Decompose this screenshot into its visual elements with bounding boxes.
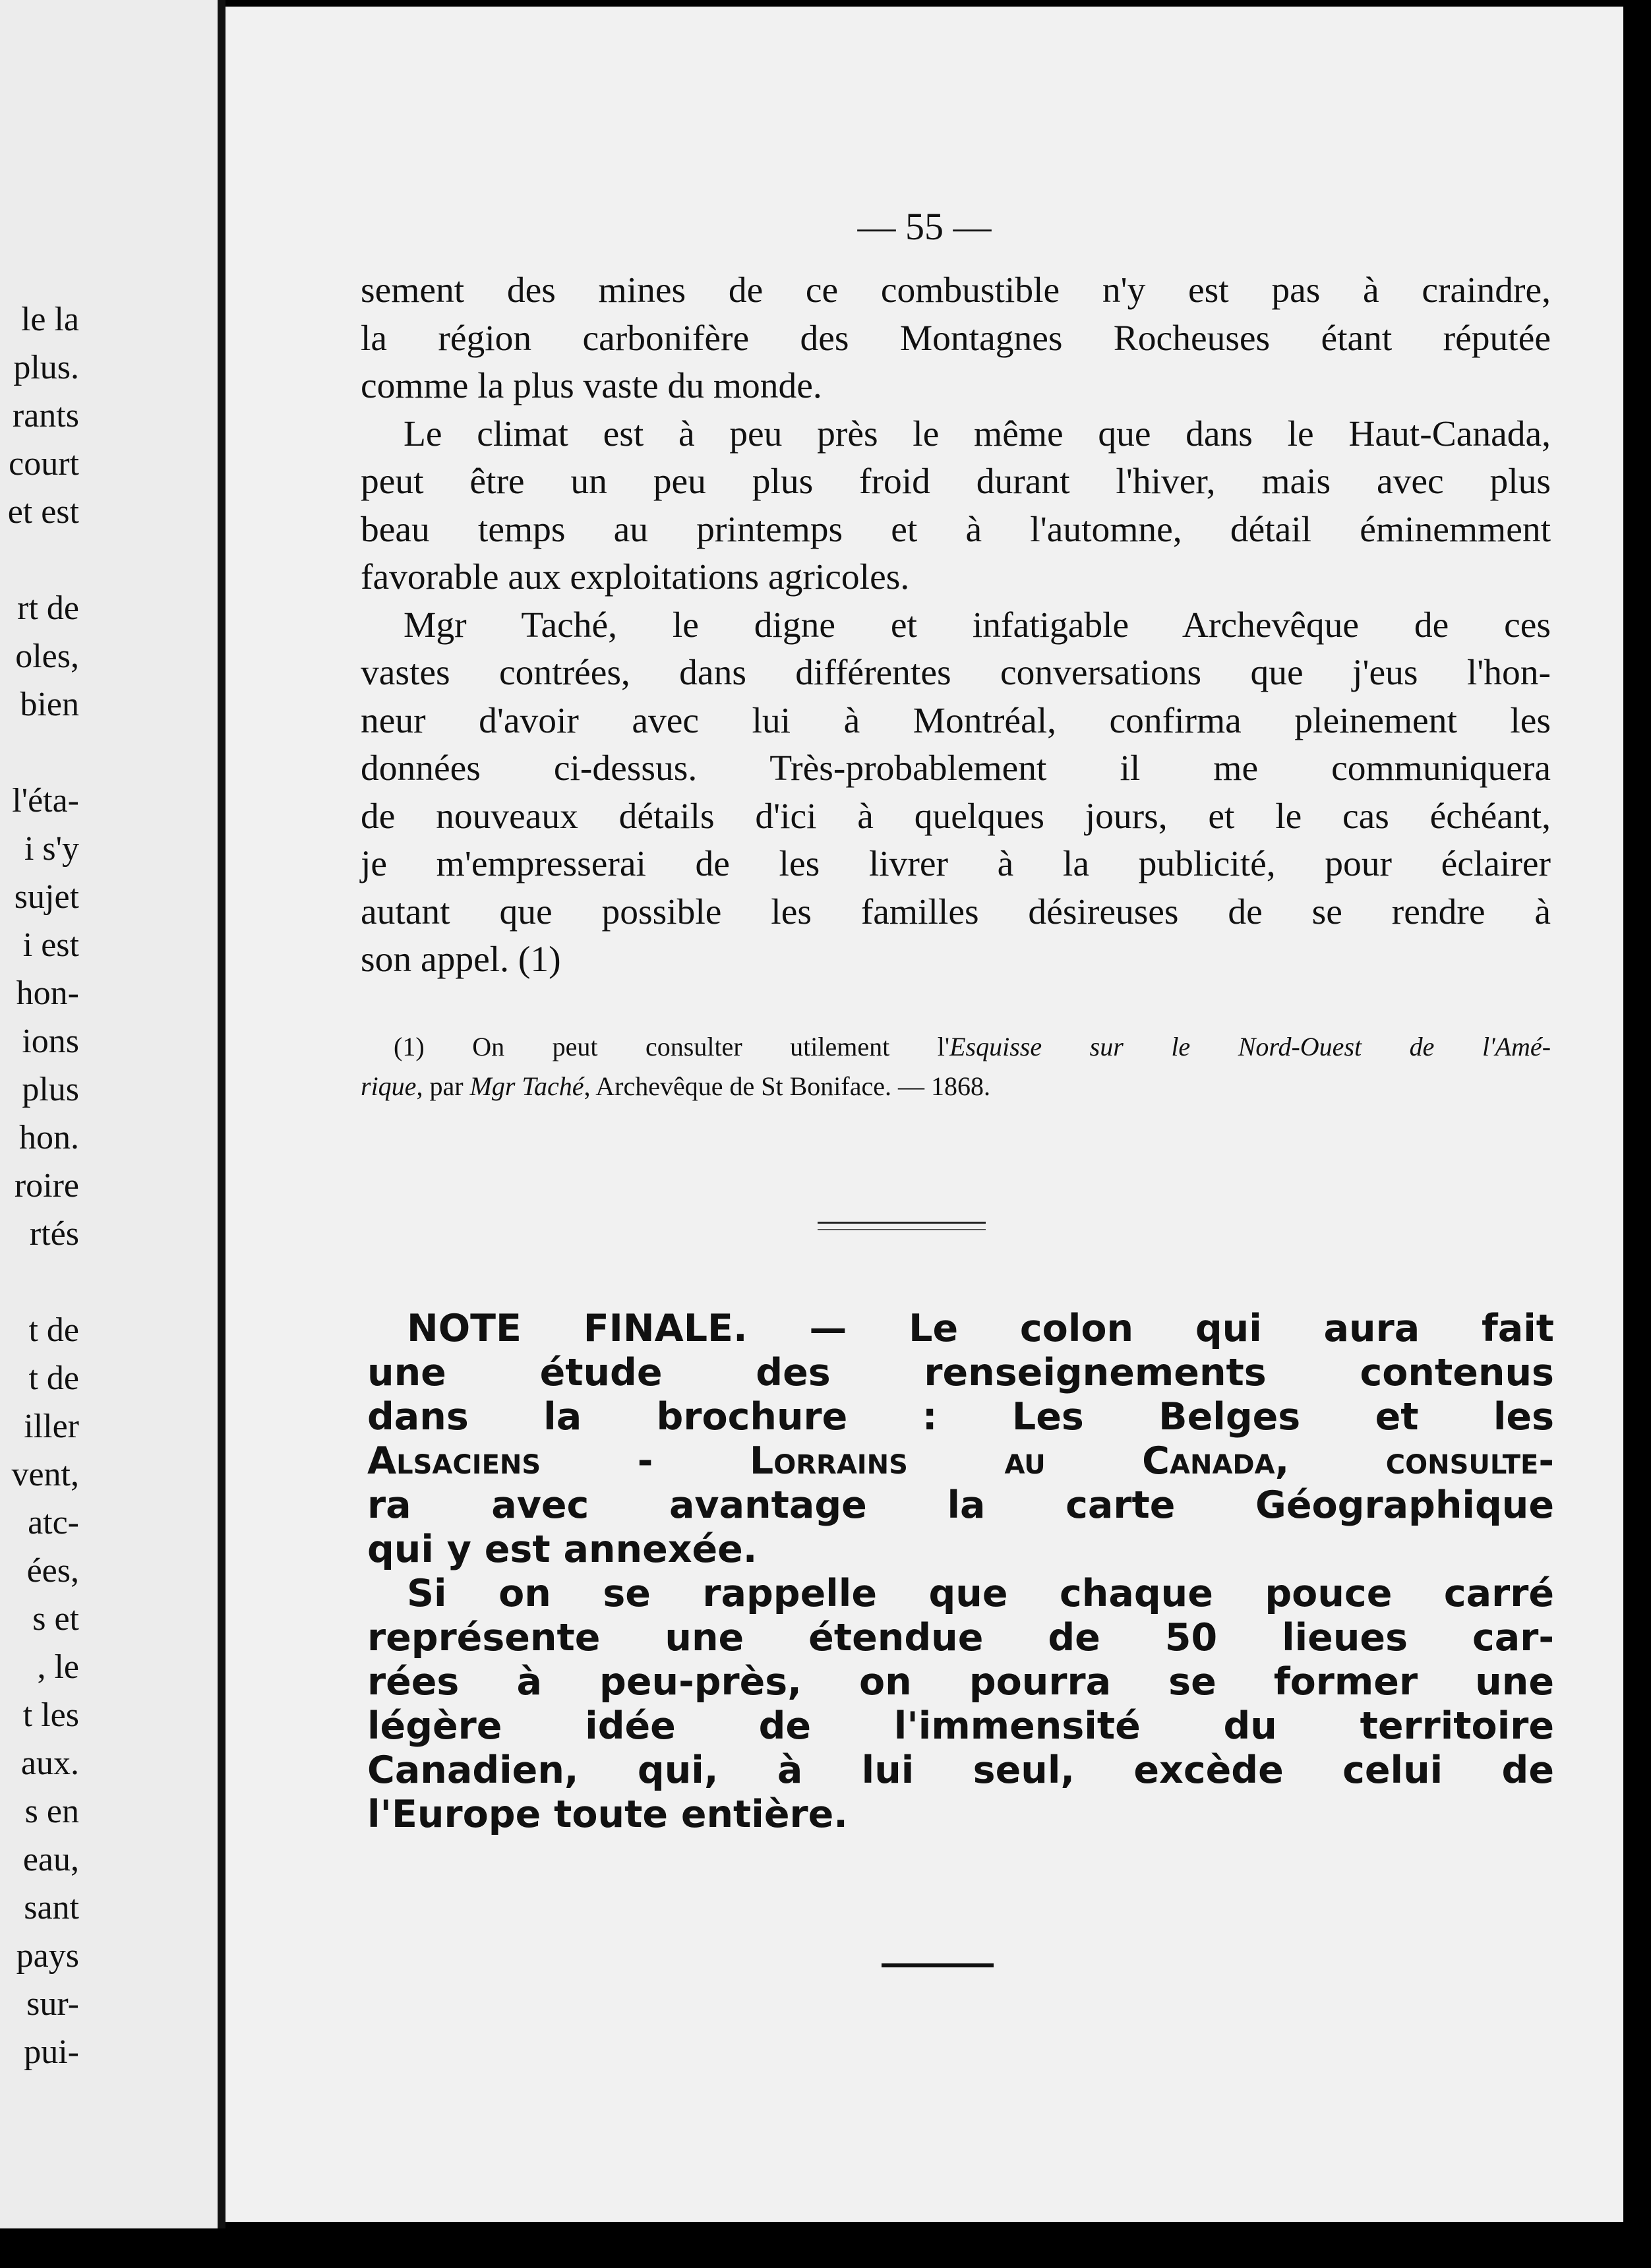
adjacent-page-line: ions — [22, 1023, 79, 1060]
text-line: de nouveaux détails d'ici à quelques jours, et le cas échéant, — [361, 796, 1551, 837]
adjacent-page-line — [0, 1258, 79, 1306]
book-page — [225, 7, 1623, 2222]
footnote — [361, 1027, 1551, 1106]
adjacent-page-line: hon- — [16, 974, 79, 1012]
note-line: qui y est annexée. — [367, 1528, 758, 1571]
adjacent-page-line: sant — [24, 1889, 79, 1926]
note-line: Canadien, qui, à lui seul, excède celui de — [367, 1748, 1554, 1792]
text-line: neur d'avoir avec lui à Montréal, confirma pleinement les — [361, 700, 1551, 741]
adjacent-page-line — [0, 536, 79, 584]
adjacent-page-line: s en — [24, 1793, 79, 1830]
text-line: vastes contrées, dans différentes conversations que j'eus l'hon- — [361, 653, 1551, 693]
text-line: son appel. (1) — [361, 940, 561, 980]
adjacent-page-text — [0, 295, 79, 2076]
text-line: autant que possible les familles désireuses de se rendre à — [361, 891, 1551, 932]
text-line: la région carbonifère des Montagnes Rocheuses étant réputée — [361, 318, 1551, 359]
footnote-line — [361, 1027, 1551, 1067]
note-line: dans la brochure : Les Belges et les — [367, 1395, 1554, 1439]
text-line: sement des mines de ce combustible n'y est pas à craindre, — [361, 270, 1551, 311]
adjacent-page-line — [0, 729, 79, 777]
note-line: représente une étendue de 50 lieues car- — [367, 1616, 1554, 1659]
note-line: légère idée de l'immensité du territoire — [367, 1704, 1554, 1748]
text-line: favorable aux exploitations agricoles. — [361, 557, 910, 597]
text-line: Le climat est à peu près le même que dans le Haut-Canada, — [404, 413, 1551, 454]
adjacent-page-line: et est — [7, 493, 79, 531]
adjacent-page-line: i s'y — [24, 830, 79, 868]
note-line: Alsaciens - Lorrains au Canada, consulte- — [367, 1439, 1554, 1483]
adjacent-page-line: pays — [16, 1937, 79, 1975]
adjacent-page-line: i est — [22, 926, 79, 964]
adjacent-page-line: plus — [22, 1071, 79, 1108]
scan-border — [0, 2228, 1651, 2268]
ornamental-divider — [818, 1222, 986, 1230]
adjacent-page-line: eau, — [22, 1841, 79, 1878]
adjacent-page-fragment — [0, 0, 218, 2228]
adjacent-page-line: bien — [20, 686, 79, 723]
adjacent-page-line: sur- — [26, 1985, 79, 2023]
footnote-title: Esquisse sur le Nord-Ouest de l'Amé- — [949, 1032, 1551, 1061]
note-line: l'Europe toute entière. — [367, 1793, 848, 1836]
page-gutter — [218, 0, 225, 2228]
text-line: beau temps au printemps et à l'automne, détail éminemment — [361, 509, 1551, 550]
body-text — [361, 267, 1551, 984]
text-line: données ci-dessus. Très-probablement il me communiquera — [361, 748, 1551, 789]
footnote-text: On peut consulter utilement l' — [472, 1032, 950, 1061]
footnote-marker: (1) — [394, 1032, 425, 1061]
scan-border — [1623, 0, 1651, 2268]
footnote-title: rique — [361, 1071, 417, 1101]
adjacent-page-line: rt de — [17, 589, 79, 627]
adjacent-page-line: s et — [32, 1600, 79, 1638]
footnote-line — [361, 1067, 1551, 1106]
adjacent-page-line: atc- — [28, 1504, 79, 1541]
adjacent-page-line: vent, — [11, 1456, 79, 1493]
footnote-text: , par — [416, 1071, 470, 1101]
adjacent-page-line: court — [9, 445, 79, 483]
adjacent-page-line: pui- — [24, 2033, 79, 2071]
note-line: ra avec avantage la carte Géographique — [367, 1483, 1554, 1527]
end-rule — [882, 1963, 994, 1967]
text-line: peut être un peu plus froid durant l'hiver, mais avec plus — [361, 462, 1551, 502]
adjacent-page-line: l'éta- — [12, 782, 79, 820]
adjacent-page-line: t de — [28, 1311, 79, 1349]
adjacent-page-line: le la — [20, 301, 79, 338]
adjacent-page-line: t les — [22, 1696, 79, 1734]
adjacent-page-line: sujet — [14, 878, 79, 916]
note-line: NOTE FINALE. — Le colon qui aura fait — [407, 1307, 1554, 1350]
adjacent-page-line: rants — [12, 397, 79, 434]
footnote-author: Mgr Taché — [469, 1071, 584, 1101]
adjacent-page-line: rtés — [29, 1215, 79, 1253]
text-line: je m'empresserai de les livrer à la publicité, pour éclairer — [361, 844, 1551, 884]
adjacent-page-line: hon. — [19, 1119, 79, 1156]
adjacent-page-line: , le — [37, 1648, 79, 1686]
adjacent-page-line: roire — [14, 1167, 79, 1205]
note-line: Si on se rappelle que chaque pouce carré — [407, 1572, 1554, 1615]
adjacent-page-line: oles, — [15, 638, 79, 675]
text-line: Mgr Taché, le digne et infatigable Archevêque de ces — [404, 605, 1551, 645]
adjacent-page-line: iller — [24, 1408, 79, 1445]
adjacent-page-line: ées, — [26, 1552, 79, 1590]
note-line: rées à peu-près, on pourra se former une — [367, 1660, 1554, 1704]
note-line: une étude des renseignements contenus — [367, 1351, 1554, 1394]
adjacent-page-line: plus. — [13, 349, 79, 386]
note-finale — [367, 1307, 1554, 1837]
text-line: comme la plus vaste du monde. — [361, 366, 822, 406]
page-number: — 55 — — [857, 205, 992, 248]
footnote-text: , Archevêque de St Boniface. — 1868. — [584, 1071, 990, 1101]
adjacent-page-line: aux. — [20, 1745, 79, 1782]
adjacent-page-line: t de — [28, 1359, 79, 1397]
